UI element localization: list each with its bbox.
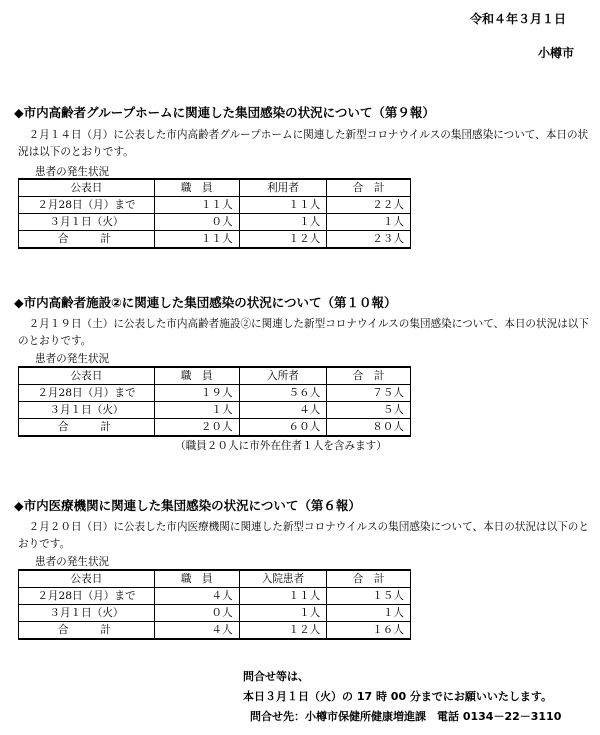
header-cell: 合 計: [327, 570, 411, 588]
table-header-row: [19, 179, 411, 197]
value-cell: ０人: [154, 214, 239, 231]
date-cell: ２月28日（月）まで: [19, 197, 155, 214]
date-cell: ３月１日（火）: [19, 605, 155, 622]
value-cell: １１人: [239, 197, 327, 214]
table-footnote: （職員２０人に市外在住者１人を含みます）: [175, 440, 387, 452]
table-row: [19, 197, 411, 214]
document-date: 令和４年３月１日: [470, 12, 567, 26]
date-cell: ３月１日（火）: [19, 214, 155, 231]
header-cell: 合 計: [327, 367, 411, 385]
value-cell: ２２人: [327, 197, 411, 214]
date-cell: ２月28日（月）まで: [19, 588, 155, 605]
issuer-city: 小樽市: [538, 46, 575, 60]
table-row: [19, 605, 411, 622]
value-cell: １人: [154, 402, 239, 419]
total-cell: ８０人: [327, 419, 411, 437]
total-cell: ２３人: [327, 231, 411, 249]
value-cell: １人: [239, 605, 327, 622]
table-row: [19, 214, 411, 231]
value-cell: １人: [239, 214, 327, 231]
header-cell: 公表日: [19, 570, 155, 588]
table-row: [19, 588, 411, 605]
table-caption: 患者の発生状況: [35, 556, 110, 568]
table-total-row: [19, 231, 411, 249]
value-cell: １５人: [327, 588, 411, 605]
header-cell: 入院患者: [239, 570, 327, 588]
header-cell: 公表日: [19, 367, 155, 385]
header-cell: 利用者: [239, 179, 327, 197]
section-title: ◆市内高齢者グループホームに関連した集団感染の状況について（第９報）: [14, 105, 435, 120]
table-caption: 患者の発生状況: [35, 353, 110, 365]
value-cell: ７５人: [327, 385, 411, 402]
contact-deadline: 本日３月１日（火）の 17 時 00 分までにお願いいたします。: [243, 690, 553, 703]
section-paragraph: ２月１４日（月）に公表した市内高齢者グループホームに関連した新型コロナウイルスの集団感染について、本日の状況は以下のとおりです。: [18, 129, 589, 158]
total-cell: １２人: [239, 231, 327, 249]
header-cell: 職 員: [154, 179, 239, 197]
table-total-row: [19, 419, 411, 437]
table-row: [19, 385, 411, 402]
table-header-row: [19, 570, 411, 588]
total-cell: ４人: [154, 622, 239, 640]
value-cell: １人: [327, 605, 411, 622]
total-label: 合計: [19, 419, 155, 437]
section-title: ◆市内高齢者施設②に関連した集団感染の状況について（第１０報）: [14, 295, 397, 310]
total-cell: ２０人: [154, 419, 239, 437]
total-cell: ６０人: [239, 419, 327, 437]
section-paragraph: ２月１９日（土）に公表した市内高齢者施設②に関連した新型コロナウイルスの集団感染について、本日の状況は以下のとおりです。: [18, 318, 589, 347]
header-cell: 合 計: [327, 179, 411, 197]
value-cell: １１人: [154, 197, 239, 214]
header-cell: 職 員: [154, 570, 239, 588]
header-cell: 公表日: [19, 179, 155, 197]
date-cell: ３月１日（火）: [19, 402, 155, 419]
date-cell: ２月28日（月）まで: [19, 385, 155, 402]
contact-phone: 問合せ先：小樽市保健所健康増進課 電話 0134－22－3110: [250, 710, 562, 723]
value-cell: ５人: [327, 402, 411, 419]
total-cell: １６人: [327, 622, 411, 640]
value-cell: ０人: [154, 605, 239, 622]
cases-table: [18, 366, 411, 437]
value-cell: ４人: [239, 402, 327, 419]
value-cell: １人: [327, 214, 411, 231]
value-cell: ５６人: [239, 385, 327, 402]
section-paragraph: ２月２０日（日）に公表した市内医療機関に関連した新型コロナウイルスの集団感染について、本日の状況は以下のとおりです。: [18, 521, 589, 550]
cases-table: [18, 178, 411, 249]
header-cell: 職 員: [154, 367, 239, 385]
total-cell: １２人: [239, 622, 327, 640]
contact-intro: 問合せ等は、: [243, 670, 309, 683]
table-caption: 患者の発生状況: [35, 166, 110, 178]
section-title: ◆市内医療機関に関連した集団感染の状況について（第６報）: [14, 498, 361, 513]
total-label: 合計: [19, 622, 155, 640]
value-cell: １１人: [239, 588, 327, 605]
table-row: [19, 402, 411, 419]
value-cell: １９人: [154, 385, 239, 402]
total-cell: １１人: [154, 231, 239, 249]
value-cell: ４人: [154, 588, 239, 605]
cases-table: [18, 569, 411, 640]
table-header-row: [19, 367, 411, 385]
total-label: 合計: [19, 231, 155, 249]
header-cell: 入所者: [239, 367, 327, 385]
table-total-row: [19, 622, 411, 640]
